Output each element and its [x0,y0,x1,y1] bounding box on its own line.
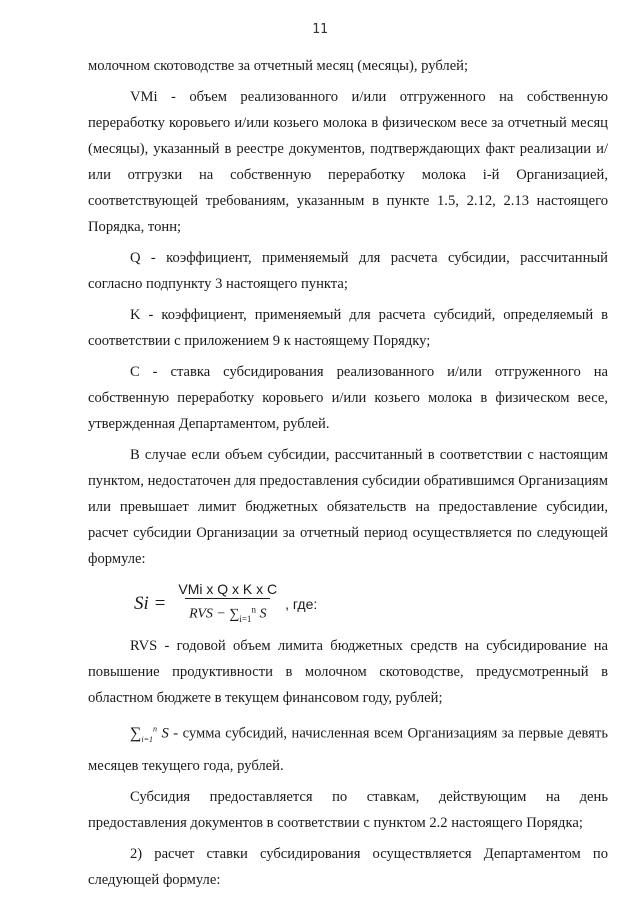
formula-fraction [174,580,281,627]
sum-lower-bound: i=1 [239,613,252,624]
subsidy-formula [134,580,608,627]
denominator-sum [229,604,256,624]
page-number: 11 [312,22,328,37]
formula-numerator: VMi x Q x K x C [178,581,278,597]
paragraph-c-definition: C - ставка субсидирования реализованного и/или отгруженного на собственную переработку коровьего и/или козьего молока в физическом весе, утвержденная Департаментом, рублей. [88,364,608,432]
inline-sum [130,725,157,742]
formula-denominator [185,598,270,627]
inline-sum-lower-bound: i=1 [141,734,154,744]
paragraph-sum-definition [88,716,608,779]
paragraph-continuation: молочном скотоводстве за отчетный месяц (месяцы), рублей; [88,58,469,74]
sum-variable: S [259,606,267,622]
paragraph-insufficient-case: В случае если объем субсидии, рассчитанный в соответствии с настоящим пунктом, недостаточен для предоставления субсидии обратившимся Организациям или превышает лимит бюджетных обязательств на предоставление субсидии, расчет субсидии Организации за отчетный период осуществляется по следующей формуле: [88,447,608,567]
sum-definition-text: - сумма субсидий, начисленная всем Организациям за первые девять месяцев текущего года, рублей. [88,725,608,774]
inline-sum-symbol: ∑ [130,724,142,742]
sum-upper-bound: n [251,604,256,614]
inline-sum-upper-bound: n [153,724,158,734]
paragraph-vmi-definition: VMi - объем реализованного и/или отгруженного на собственную переработку коровьего и/или козьего молока в физическом весе за отчетный месяц (месяцы), указанный в реестре документов, подтверждающих факт реализации и/или отгрузки на собственную переработку молока i-й Организацией, соответствующей требованиям, указанным в пункте 1.5, 2.12, 2.13 настоящего Порядка, тонн; [88,89,608,235]
document-body [88,53,608,893]
paragraph-subsidy-rates: Субсидия предоставляется по ставкам, действующим на день предоставления документов в соответствии с пунктом 2.2 настоящего Порядка; [88,788,608,831]
paragraph-k-definition: K - коэффициент, применяемый для расчета субсидий, определяемый в соответствии с приложением 9 к настоящему Порядку; [88,307,608,349]
formula-lhs: Si = [134,592,167,614]
denominator-prefix: RVS − [189,606,230,622]
inline-sum-variable: S [161,725,169,742]
paragraph-rate-calculation: 2) расчет ставки субсидирования осуществляется Департаментом по следующей формуле: [88,845,608,888]
paragraph-q-definition: Q - коэффициент, применяемый для расчета субсидии, рассчитанный согласно подпункту 3 настоящего пункта; [88,250,608,292]
formula-tail: , где: [285,595,318,612]
sum-symbol: ∑ [229,606,240,622]
paragraph-rvs-definition: RVS - годовой объем лимита бюджетных средств на субсидирование на повышение продуктивности в молочном скотоводстве, предусмотренный в областном бюджете в текущем финансовом году, рублей; [88,638,608,707]
